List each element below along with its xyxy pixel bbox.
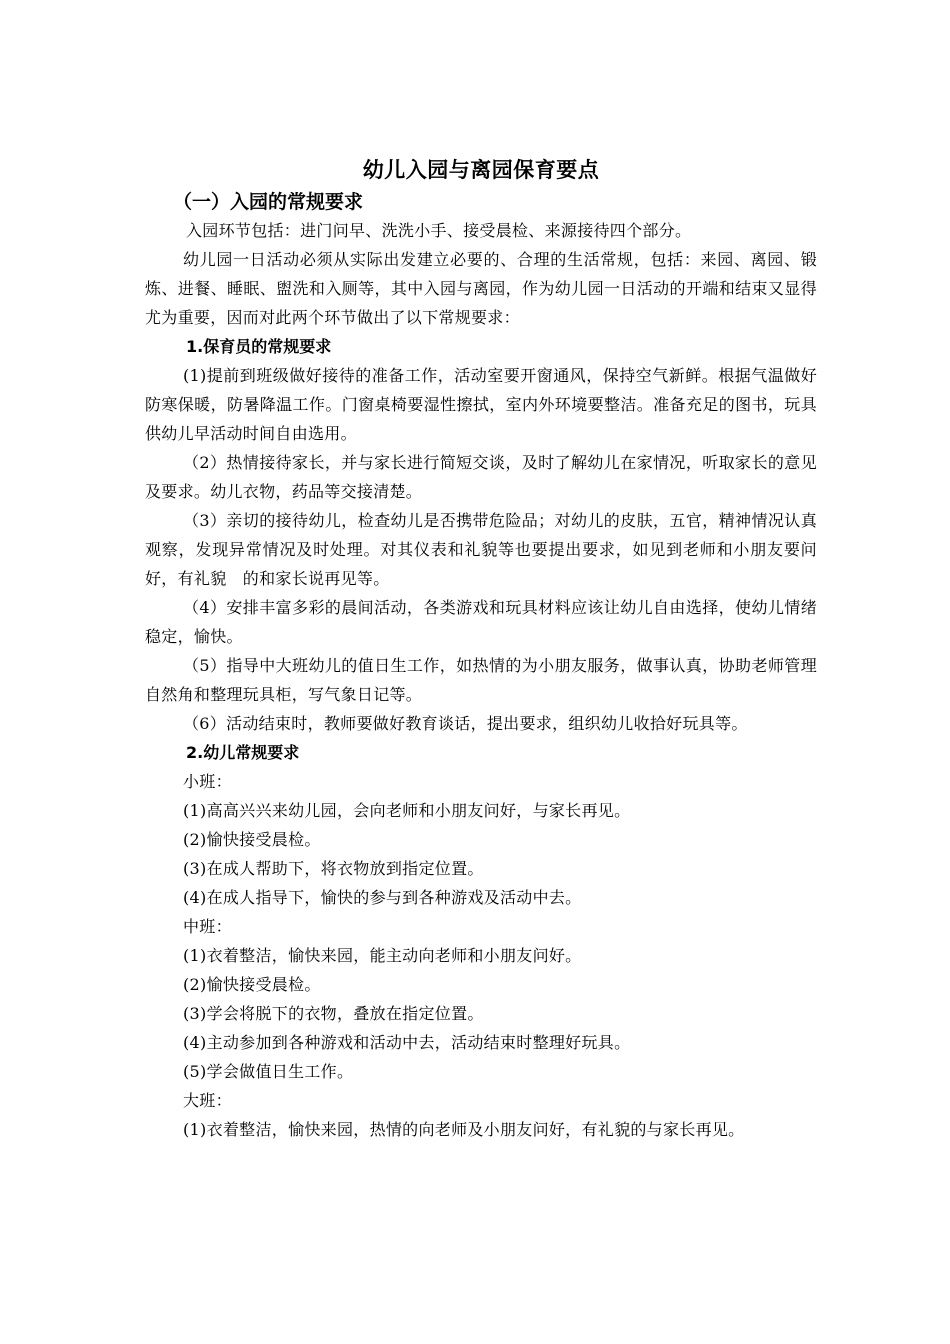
subheading-child-requirements: 2.幼儿常规要求 bbox=[186, 743, 300, 762]
caregiver-item-4: （4）安排丰富多彩的晨间活动，各类游戏和玩具材料应该让幼儿自由选择，使幼儿情绪稳定，愉快。 bbox=[145, 598, 817, 646]
subheading-caregiver-requirements: 1.保育员的常规要求 bbox=[186, 337, 332, 356]
caregiver-item-6: （6）活动结束时，教师要做好教育谈话，提出要求，组织幼儿收拾好玩具等。 bbox=[183, 714, 748, 733]
large-class-label: 大班： bbox=[183, 1091, 232, 1110]
middle-class-item-1: (1)衣着整洁，愉快来园，能主动向老师和小朋友问好。 bbox=[183, 946, 582, 965]
middle-class-item-4: (4)主动参加到各种游戏和活动中去，活动结束时整理好玩具。 bbox=[183, 1033, 631, 1052]
large-class-item-1: (1)衣着整洁，愉快来园，热情的向老师及小朋友问好，有礼貌的与家长再见。 bbox=[183, 1120, 745, 1139]
middle-class-item-2: (2)愉快接受晨检。 bbox=[183, 975, 321, 994]
caregiver-item-5: （5）指导中大班幼儿的值日生工作，如热情的为小朋友服务，做事认真，协助老师管理自然角和整理玩具柜，写气象日记等。 bbox=[145, 656, 817, 704]
intro-paragraph-1: 入园环节包括：进门问早、洗洗小手、接受晨检、来源接待四个部分。 bbox=[186, 221, 692, 240]
document-page bbox=[145, 152, 817, 1144]
small-class-item-1: (1)高高兴兴来幼儿园，会向老师和小朋友问好，与家长再见。 bbox=[183, 801, 631, 820]
small-class-item-3: (3)在成人帮助下，将衣物放到指定位置。 bbox=[183, 859, 484, 878]
intro-paragraph-2: 幼儿园一日活动必须从实际出发建立必要的、合理的生活常规，包括：来园、离园、锻炼、进餐、睡眠、盥洗和入厕等，其中入园与离园，作为幼儿园一日活动的开端和结束又显得尤为重要，因而对此两个环节做出了以下常规要求： bbox=[145, 250, 817, 327]
small-class-label: 小班： bbox=[183, 772, 232, 791]
middle-class-item-5: (5)学会做值日生工作。 bbox=[183, 1062, 354, 1081]
section-heading-entry: （一）入园的常规要求 bbox=[173, 191, 364, 213]
caregiver-item-1: (1)提前到班级做好接待的准备工作，活动室要开窗通风，保持空气新鲜。根据气温做好防寒保暖，防暑降温工作。门窗桌椅要湿性擦拭，室内外环境要整洁。准备充足的图书，玩具供幼儿早活动时间自由选用。 bbox=[145, 366, 817, 443]
middle-class-label: 中班： bbox=[183, 917, 232, 936]
caregiver-item-2: （2）热情接待家长，并与家长进行简短交谈，及时了解幼儿在家情况，听取家长的意见及要求。幼儿衣物，药品等交接清楚。 bbox=[145, 453, 817, 501]
small-class-item-4: (4)在成人指导下，愉快的参与到各种游戏及活动中去。 bbox=[183, 888, 582, 907]
document-title: 幼儿入园与离园保育要点 bbox=[362, 158, 600, 182]
small-class-item-2: (2)愉快接受晨检。 bbox=[183, 830, 321, 849]
middle-class-item-3: (3)学会将脱下的衣物，叠放在指定位置。 bbox=[183, 1004, 484, 1023]
caregiver-item-3: （3）亲切的接待幼儿，检查幼儿是否携带危险品；对幼儿的皮肤，五官，精神情况认真观察，发现异常情况及时处理。对其仪表和礼貌等也要提出要求，如见到老师和小朋友要问好，有礼貌 的和家长说再见等。 bbox=[145, 511, 817, 588]
